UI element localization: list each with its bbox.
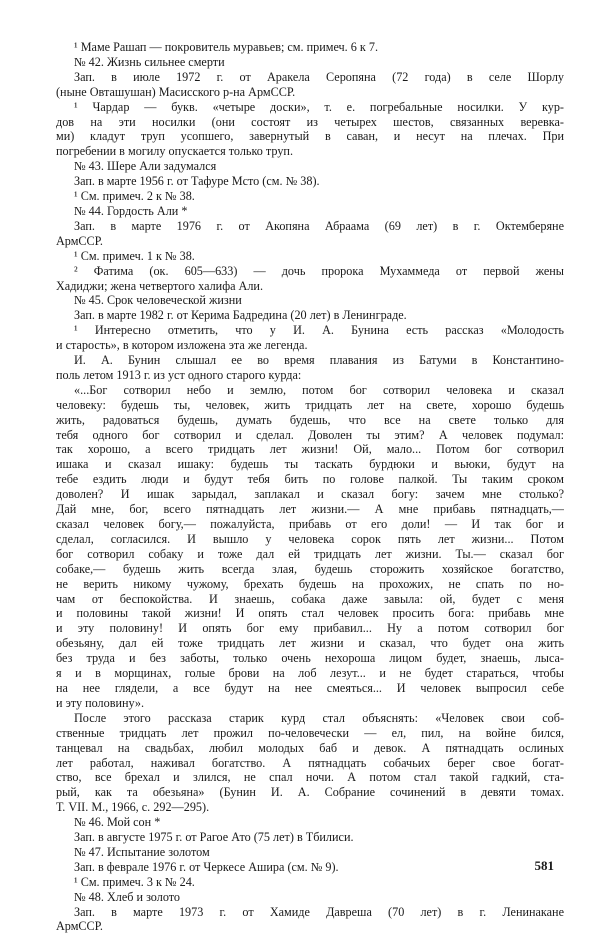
text-line: ¹ Чардар — букв. «четыре доски», т. е. погребальные носилки. У кур- <box>74 99 564 114</box>
text-line: АрмССР. <box>56 233 103 248</box>
text-line: № 47. Испытание золотом <box>74 844 210 859</box>
text-line: № 45. Срок человеческой жизни <box>74 293 242 308</box>
text-line: ² Фатима (ок. 605—633) — дочь пророка Мухаммеда от первой жены <box>74 263 564 278</box>
text-line: человеку: будешь ты, человек, жить тридцать лет на свете, хорошо будешь <box>56 397 564 412</box>
text-line: ¹ Интересно отметить, что у И. А. Бунина есть рассказ «Молодость <box>74 323 564 338</box>
text-line: № 42. Жизнь сильнее смерти <box>74 54 225 69</box>
text-line: ишака и сказал ишаку: будешь ты таскать бурдюки и вьюки, будут на <box>56 457 564 472</box>
text-line: не верить никому чужому, брехать будешь на прохожих, не спать по но- <box>56 576 564 591</box>
text-line: Зап. в марте 1956 г. от Тафуре Мсто (см. № 38). <box>74 174 320 189</box>
text-line: Зап. в марте 1976 г. от Акопяна Абраама (69 лет) в г. Октемберяне <box>74 218 564 233</box>
text-line: доволен? И ишак зарыдал, заплакал и сказал богу: зачем мне столько? <box>56 487 564 502</box>
page-number: 581 <box>534 858 554 873</box>
text-line: ¹ Маме Рашап — покровитель муравьев; см. примеч. 6 к 7. <box>74 40 379 54</box>
text-line: тебя одного бог сотворил и сделал. Доволен ты этим? А человек подумал: <box>56 427 564 442</box>
text-line: ¹ См. примеч. 3 к № 24. <box>74 874 195 889</box>
text-line: и половины такой жизни! И опять стал человек просить бога: прибавь мне <box>56 606 564 621</box>
text-line: «...Бог сотворил небо и землю, потом бог сотворил человека и сказал <box>74 382 564 397</box>
text-line: и эту половину! И опять бог ему прибавил... Ну а потом сотворил бог <box>56 621 564 636</box>
text-line: (ныне Овташушан) Масисского р-на АрмССР. <box>56 84 296 99</box>
text-line: ственные тридцать лет прожил по-человечески — ел, пил, на войне бился, <box>56 725 564 740</box>
text-line: И. А. Бунин слышал ее во время плавания из Батуми в Константино- <box>74 353 564 368</box>
text-line: погребении в могилу опускается только труп. <box>56 144 293 159</box>
text-line: собаке,— будешь жить всегда злая, будешь сторожить хозяйское богатство, <box>56 561 564 576</box>
text-line: так хорошо, а всего тридцать лет жизни! Ой, мало... Потом бог сотворил <box>56 442 564 457</box>
text-line: бог сотворил собаку и тоже дал ей тридцать лет жизни. Ты.— сказал бог <box>56 546 564 561</box>
text-line: лет работал, наживал богатство. А пятнадцать собачьих берег свое богат- <box>56 755 564 770</box>
text-line: обезьяну, дал ей тоже тридцать лет жизни и сказал, что будет она жить <box>56 636 564 651</box>
text-line: поль летом 1913 г. из уст одного старого курда: <box>56 367 302 382</box>
text-line: Зап. в марте 1982 г. от Керима Бадредина (20 лет) в Ленинграде. <box>74 308 407 323</box>
text-line: ми) кладут труп усопшего, завернутый в саван, и несут на плечах. При <box>56 129 564 144</box>
text-line: АрмССР. <box>56 919 103 934</box>
text-line: сказал человек богу,— пожалуйста, прибавь от его доли! — И так бог и <box>56 517 564 531</box>
text-line: Зап. в марте 1973 г. от Хамиде Давреша (70 лет) в г. Ленинакане <box>74 904 564 919</box>
text-line: № 48. Хлеб и золото <box>74 889 181 904</box>
text-line: Зап. в июле 1972 г. от Аракела Серопяна (72 года) в селе Шорлу <box>74 69 564 84</box>
text-line: Хадиджи; жена четвертого халифа Али. <box>56 278 264 293</box>
text-line: После этого рассказа старик курд стал объяснять: «Человек свои соб- <box>74 710 564 725</box>
text-line: Зап. в феврале 1976 г. от Черкесе Ашира (см. № 9). <box>74 859 339 874</box>
text-line: тебе ездить люди и будут тебя бить по голове палкой. Ты таким сроком <box>56 472 564 487</box>
text-line: ¹ См. примеч. 2 к № 38. <box>74 189 195 204</box>
text-line: дов на эти носилки (они состоят из четырех шестов, связанных веревка- <box>56 114 564 129</box>
text-line: Зап. в августе 1975 г. от Рагое Ато (75 лет) в Тбилиси. <box>74 830 354 845</box>
text-line: № 43. Шере Али задумался <box>74 159 217 174</box>
text-line: на нее глядели, а все будут на нее смеяться... И человек выпросил себе <box>56 680 564 695</box>
text-line: танцевал на свадьбах, любил молодых баб и девок. А пятнадцать ослиных <box>56 740 564 755</box>
text-line: и эту половину». <box>56 695 145 710</box>
text-line: ¹ См. примеч. 1 к № 38. <box>74 248 195 263</box>
text-line: я и в морщинах, голые брови на лоб лезут... и не будет стараться, чтобы <box>56 666 564 681</box>
notes-text <box>56 40 564 934</box>
text-line: сделал, согласился. И вышло у человека сорок пять лет жизни... Потом <box>56 531 564 546</box>
text-line: № 44. Гордость Али * <box>74 203 188 218</box>
text-line: жить, радоваться будешь, думать будешь, что все на свете только для <box>56 412 564 427</box>
text-line: чам от беспокойства. И знаешь, собака даже завыла: ой, будет с меня <box>56 591 564 606</box>
text-line: Дай мне, бог, всего пятнадцать лет жизни.— А мне прибавь пятнадцать,— <box>56 502 564 517</box>
text-line: рый, как та обезьяна» (Бунин И. А. Собрание сочинений в девяти томах. <box>56 785 564 800</box>
text-line: и старость», в котором изложена эта же легенда. <box>56 338 308 353</box>
text-line: № 46. Мой сон * <box>74 815 161 830</box>
text-line: ство, все брехал и злился, не спал ночи. А потом стал такой гадкий, ста- <box>56 770 564 785</box>
text-line: без труда и без заботы, только очень нехороша лицом будет, знаешь, лыса- <box>56 651 564 666</box>
text-line: Т. VII. М., 1966, с. 292—295). <box>56 800 210 815</box>
